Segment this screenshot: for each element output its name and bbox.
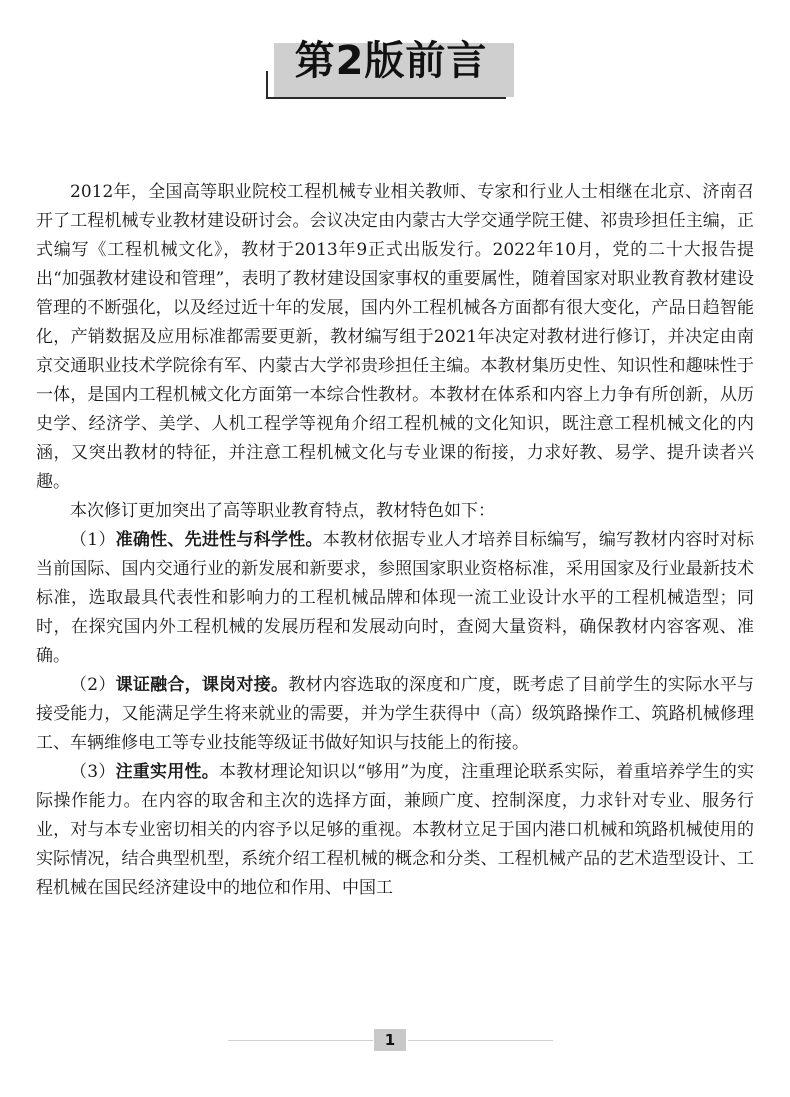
feature-2-heading: 课证融合，课岗对接。 — [115, 675, 289, 695]
feature-1-text: 本教材依据专业人才培养目标编写，编写教材内容时对标当前国际、国内交通行业的新发展和新要求，参照国家职业资格标准，采用国家及行业最新技术标准，选取最具代表性和影响力的工程机械品牌和体现一流工业设计水平的工程机械造型；同时，在探究国内外工程机械的发展历程和发展动向时，查阅大量资料，确保教材内容客观、准确。 — [36, 530, 755, 666]
paragraph-feature-3 — [36, 758, 754, 903]
feature-2-number: （2） — [70, 675, 116, 695]
paragraph-feature-2 — [36, 671, 754, 758]
page-title: 第2版前言 — [294, 38, 488, 84]
paragraph-intro-text: 2012年，全国高等职业院校工程机械专业相关教师、专家和行业人士相继在北京、济南召开了工程机械专业教材建设研讨会。会议决定由内蒙古大学交通学院王健、祁贵珍担任主编，正式编写《工程机械文化》，教材于2013年9正式出版发行。2022年10月，党的二十大报告提出“加强教材建设和管理”，表明了教材建设国家事权的重要属性，随着国家对职业教育教材建设管理的不断强化，以及经过近十年的发展，国内外工程机械各方面都有很大变化，产品日趋智能化，产销数据及应用标准都需要更新，教材编写组于2021年决定对教材进行修订，并决定由南京交通职业技术学院徐有军、内蒙古大学祁贵珍担任主编。本教材集历史性、知识性和趣味性于一体，是国内工程机械文化方面第一本综合性教材。本教材在体系和内容上力争有所创新，从历史学、经济学、美学、人机工程学等视角介绍工程机械的文化知识，既注意工程机械文化的内涵，又突出教材的特征，并注意工程机械文化与专业课的衔接，力求好教、易学、提升读者兴趣。 — [36, 182, 754, 492]
paragraph-features-lead — [36, 497, 754, 526]
footer-rule-left — [228, 1040, 373, 1041]
paragraph-features-lead-text: 本次修订更加突出了高等职业教育特点，教材特色如下： — [70, 501, 495, 521]
feature-3-text: 本教材理论知识以“够用”为度，注重理论联系实际，着重培养学生的实际操作能力。在内容的取舍和主次的选择方面，兼顾广度、控制深度，力求针对专业、服务行业，对与本专业密切相关的内容予以足够的重视。本教材立足于国内港口机械和筑路机械使用的实际情况，结合典型机型，系统介绍工程机械的概念和分类、工程机械产品的艺术造型设计、工程机械在国民经济建设中的地位和作用、中国工 — [36, 762, 754, 898]
feature-1-heading: 准确性、先进性与科学性。 — [115, 530, 323, 550]
title-frame-horizontal-line — [266, 97, 506, 99]
paragraph-feature-1 — [36, 526, 754, 671]
feature-1-number: （1） — [70, 530, 116, 550]
feature-2-text: 教材内容选取的深度和广度，既考虑了目前学生的实际水平与接受能力，又能满足学生将来就业的需要，并为学生获得中（高）级筑路操作工、筑路机械修理工、车辆维修电工等专业技能等级证书做好知识与技能上的衔接。 — [36, 675, 754, 753]
body-text — [36, 178, 754, 903]
title-block — [266, 35, 516, 99]
page-number: 1 — [374, 1029, 406, 1051]
paragraph-intro — [36, 178, 754, 497]
footer-rule-right — [408, 1040, 553, 1041]
feature-3-number: （3） — [70, 762, 116, 782]
feature-3-heading: 注重实用性。 — [115, 762, 220, 782]
